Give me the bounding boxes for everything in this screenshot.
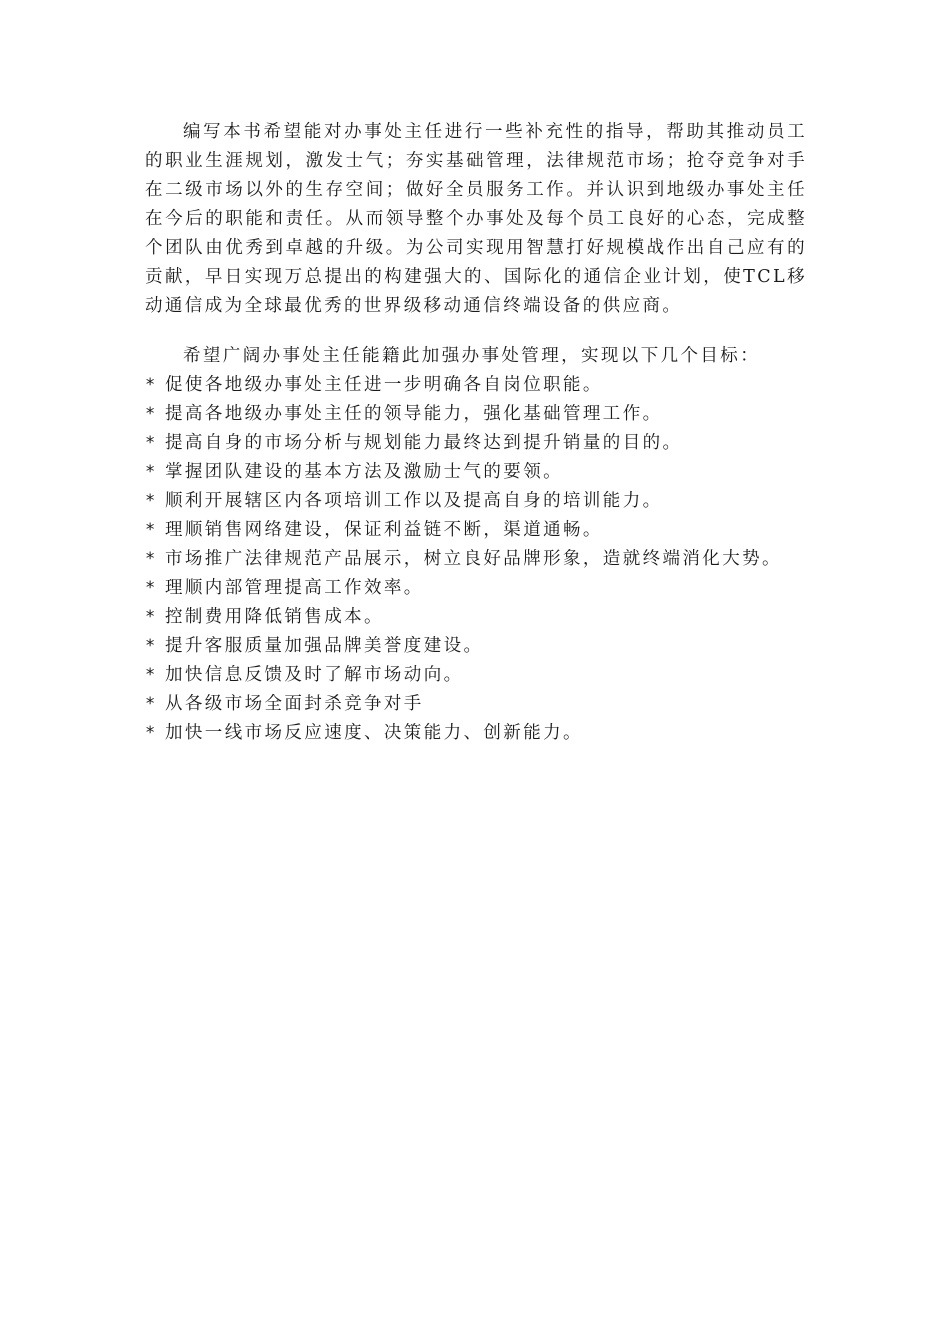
goal-item	[145, 458, 807, 487]
goals-intro-paragraph: 希望广阔办事处主任能籍此加强办事处管理，实现以下几个目标：	[183, 346, 761, 366]
goal-item	[145, 545, 807, 574]
bullet-asterisk: *	[145, 404, 156, 424]
goal-text: 控制费用降低销售成本。	[165, 607, 384, 627]
goal-item	[145, 661, 807, 690]
goal-text: 理顺销售网络建设，保证利益链不断，渠道通畅。	[165, 520, 603, 540]
goal-item	[145, 371, 807, 400]
goal-text: 加快一线市场反应速度、决策能力、创新能力。	[165, 723, 583, 743]
bullet-asterisk: *	[145, 491, 156, 511]
intro-paragraph: 编写本书希望能对办事处主任进行一些补充性的指导，帮助其推动员工的职业生涯规划，激发士气；夯实基础管理，法律规范市场；抢夺竞争对手在二级市场以外的生存空间；做好全员服务工作。并认识到地级办事处主任在今后的职能和责任。从而领导整个办事处及每个员工良好的心态，完成整个团队由优秀到卓越的升级。为公司实现用智慧打好规模战作出自己应有的贡献，早日实现万总提出的构建强大的、国际化的通信企业计划，使TCL移动通信成为全球最优秀的世界级移动通信终端设备的供应商。	[145, 122, 807, 316]
goal-text: 促使各地级办事处主任进一步明确各自岗位职能。	[165, 375, 603, 395]
goal-item	[145, 603, 807, 632]
goal-item	[145, 690, 807, 719]
goal-list	[145, 371, 807, 748]
goal-item	[145, 574, 807, 603]
goal-text: 提高各地级办事处主任的领导能力，强化基础管理工作。	[165, 404, 663, 424]
goal-item	[145, 516, 807, 545]
bullet-asterisk: *	[145, 607, 156, 627]
goal-item	[145, 429, 807, 458]
goal-text: 提高自身的市场分析与规划能力最终达到提升销量的目的。	[165, 433, 683, 453]
goal-item	[145, 487, 807, 516]
bullet-asterisk: *	[145, 520, 156, 540]
goal-text: 市场推广法律规范产品展示，树立良好品牌形象，造就终端消化大势。	[165, 549, 782, 569]
bullet-asterisk: *	[145, 578, 156, 598]
bullet-asterisk: *	[145, 433, 156, 453]
goal-text: 加快信息反馈及时了解市场动向。	[165, 665, 464, 685]
bullet-asterisk: *	[145, 694, 156, 714]
goal-item	[145, 632, 807, 661]
bullet-asterisk: *	[145, 665, 156, 685]
bullet-asterisk: *	[145, 462, 156, 482]
bullet-asterisk: *	[145, 723, 156, 743]
goal-text: 顺利开展辖区内各项培训工作以及提高自身的培训能力。	[165, 491, 663, 511]
goal-text: 理顺内部管理提高工作效率。	[165, 578, 424, 598]
goal-text: 提升客服质量加强品牌美誉度建设。	[165, 636, 484, 656]
goal-item	[145, 400, 807, 429]
goal-item	[145, 719, 807, 748]
goal-text: 掌握团队建设的基本方法及激励士气的要领。	[165, 462, 563, 482]
bullet-asterisk: *	[145, 375, 156, 395]
bullet-asterisk: *	[145, 636, 156, 656]
bullet-asterisk: *	[145, 549, 156, 569]
goal-text: 从各级市场全面封杀竞争对手	[165, 694, 424, 714]
